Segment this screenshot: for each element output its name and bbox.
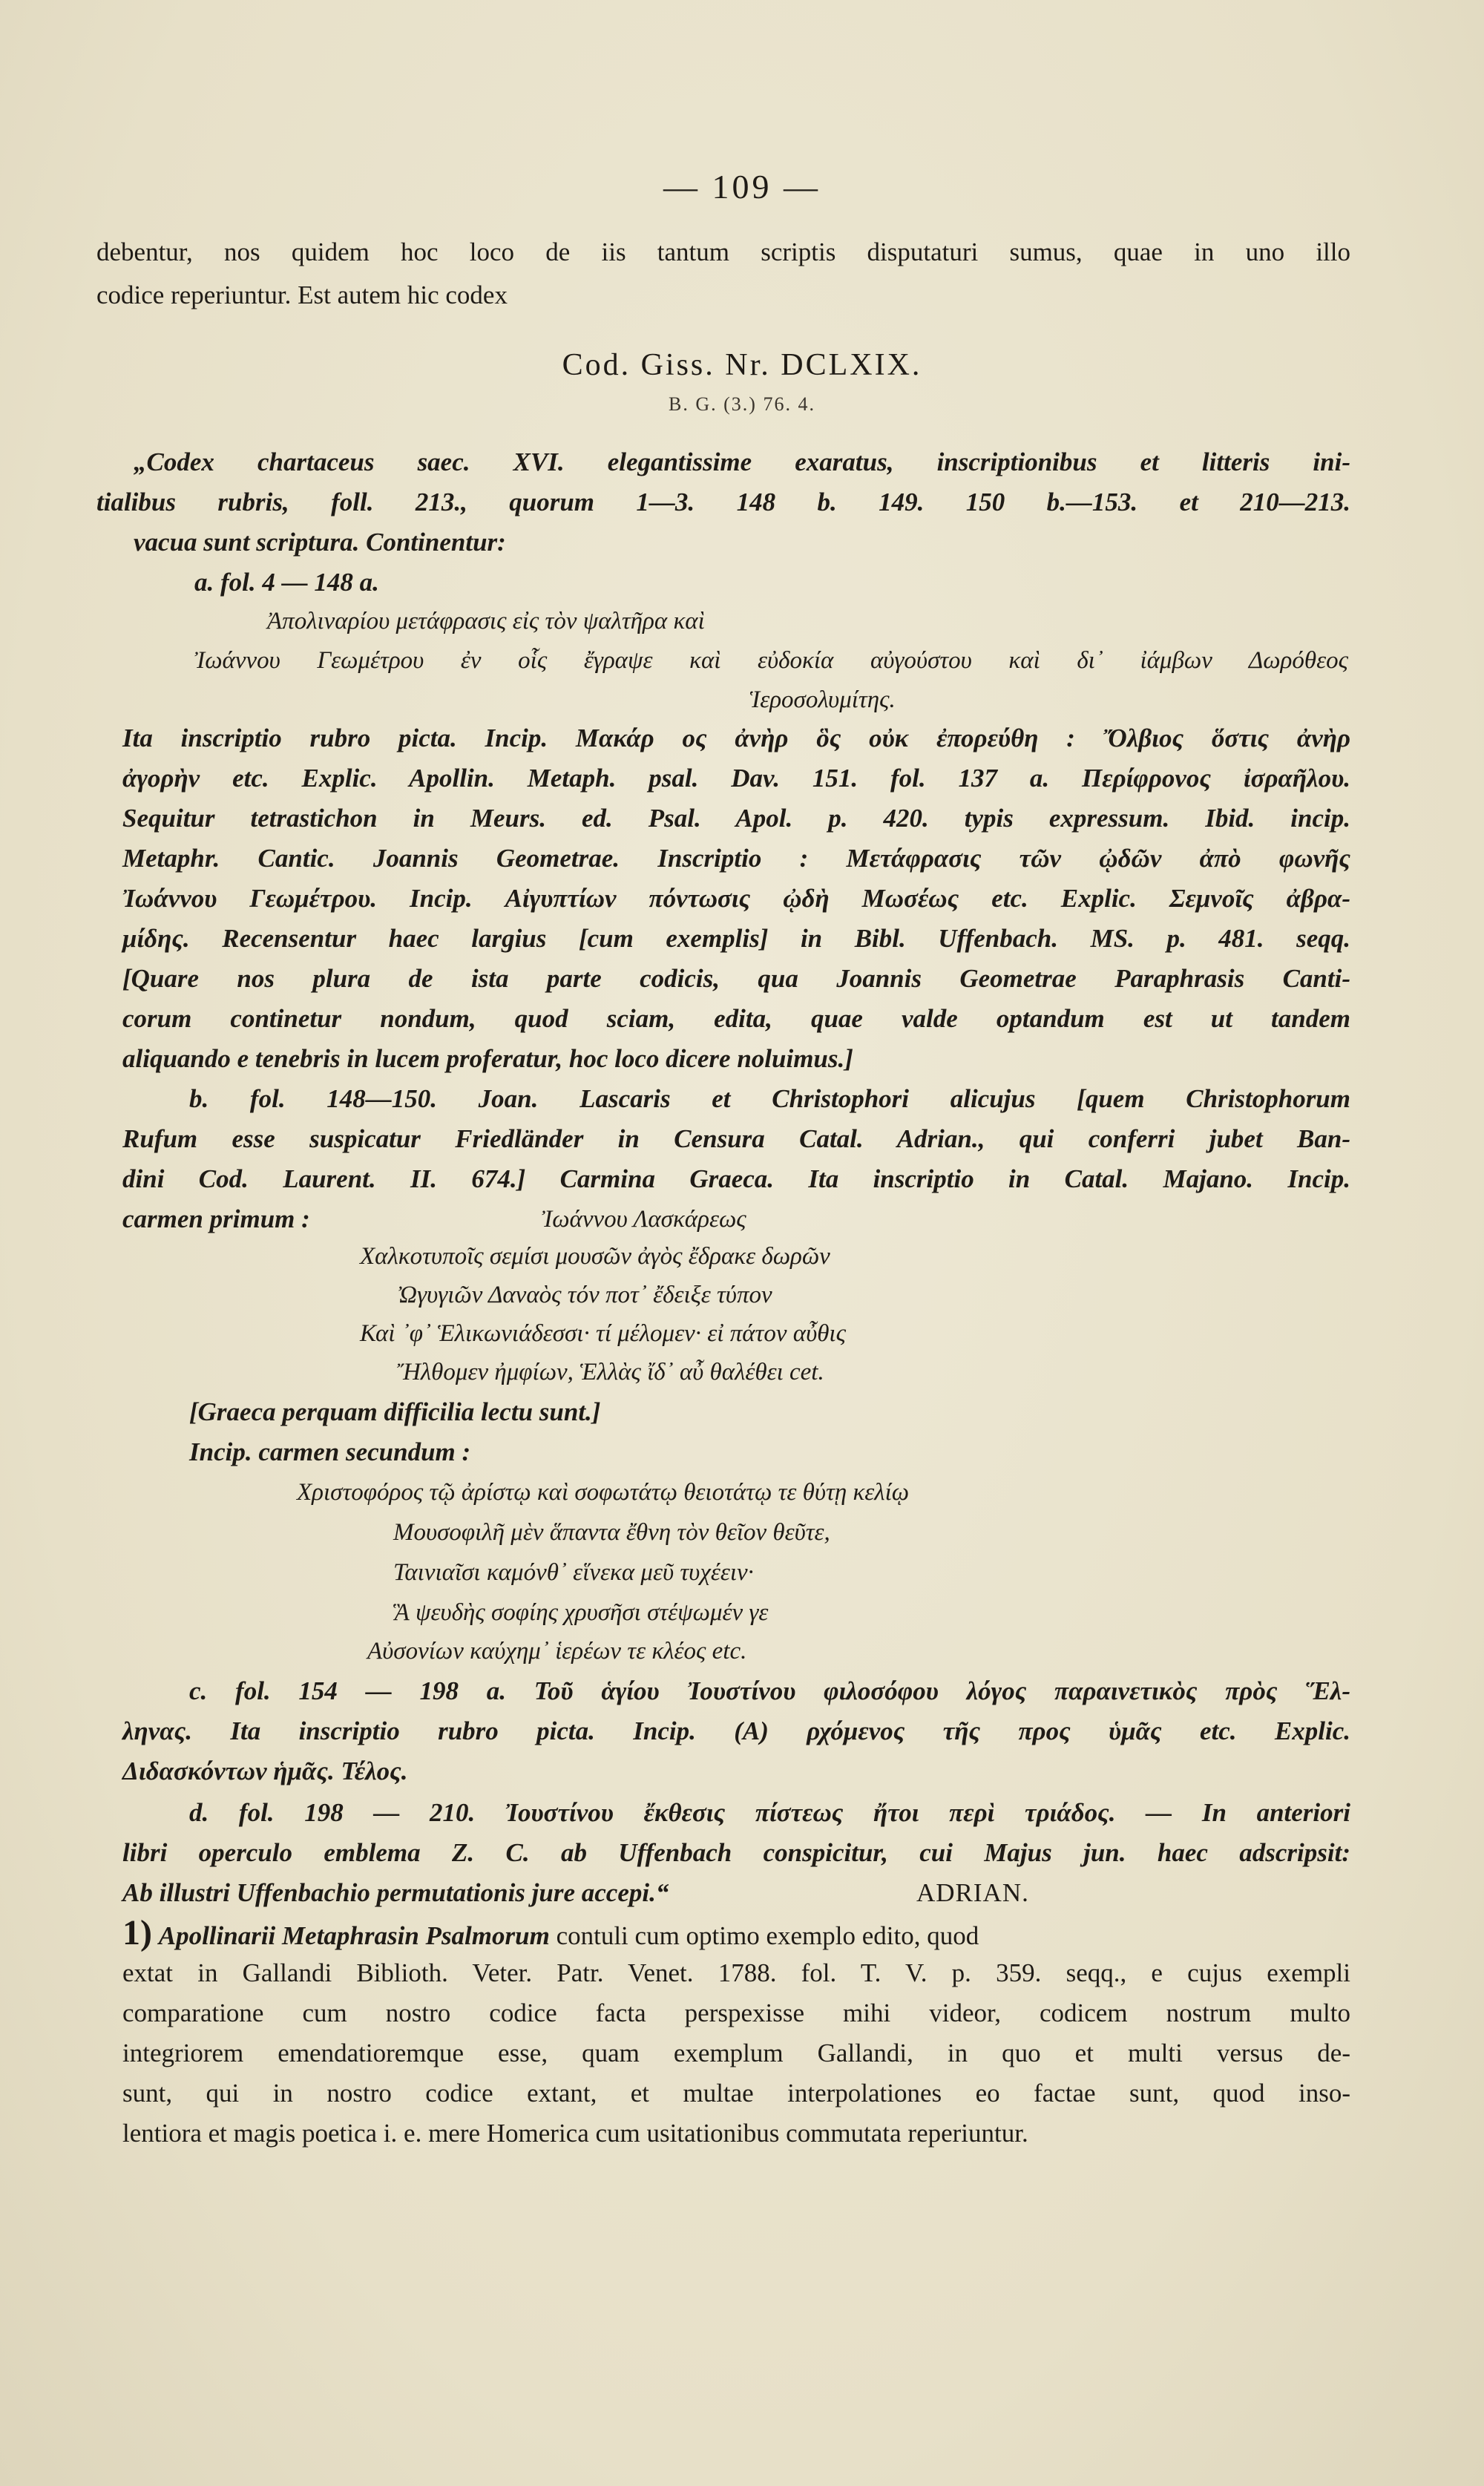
verse: Ἃ ψευδὴς σοφίης χρυσῆσι στέψωμέν γε — [393, 1599, 769, 1626]
intro-line: codice reperiuntur. Est autem hic codex — [96, 281, 508, 309]
footnote-text: contuli cum optimo exemplo edito, quod — [549, 1921, 979, 1950]
carmen2-label: Incip. carmen secundum : — [189, 1437, 471, 1466]
verse: Χριστοφόρος τῷ ἀρίστῳ καὶ σοφωτάτῳ θειοτάτῳ τε θύτῃ κελίῳ — [297, 1479, 910, 1506]
section-a-label: a. fol. 4 — 148 a. — [194, 568, 379, 597]
section-a-greek-title: Ἰωάννου Γεωμέτρου ἐν οἷς ἔγραψε καὶ εὐδοκία αὐγούστου καὶ δι᾽ ἰάμβων Δωρόθεος — [194, 647, 1348, 674]
section-b-body: b. fol. 148—150. Joan. Lascaris et Christophori alicujus [quem Christophorum — [189, 1084, 1350, 1113]
footnote-title: Apollinarii Metaphrasin Psalmorum — [158, 1921, 550, 1950]
verse: Καὶ ᾽φ᾽ Ἑλικωνιάδεσσι· τί μέλομεν· εἰ πάτον αὖθις — [360, 1320, 846, 1347]
codex-heading: Cod. Giss. Nr. DCLXIX. — [562, 348, 922, 382]
intro-line: debentur, nos quidem hoc loco de iis tantum scriptis disputaturi sumus, quae in uno illo — [96, 237, 1350, 266]
codex-signature: B. G. (3.) 76. 4. — [669, 393, 815, 415]
footnote-first-line — [122, 1915, 1350, 1955]
section-c-line: c. fol. 154 — 198 a. Τοῦ ἁγίου Ἰουστίνου φιλοσόφου λόγος παραινετικὸς πρὸς Ἕλ- — [189, 1676, 1350, 1705]
carmen-title: Ἰωάννου Λασκάρεως — [542, 1206, 746, 1233]
section-a-body: μίδης. Recensentur haec largius [cum exemplis] in Bibl. Uffenbach. MS. p. 481. seqq. — [122, 924, 1350, 953]
section-a-greek-title: Ἱεροσολυμίτης. — [749, 686, 896, 713]
section-a-body: Metaphr. Cantic. Joannis Geometrae. Inscriptio : Μετάφρασις τῶν ᾠδῶν ἀπὸ φωνῆς — [122, 844, 1350, 873]
section-d-line: d. fol. 198 — 210. Ἰουστίνου ἔκθεσις πίστεως ἤτοι περὶ τριάδος. — In anteriori — [189, 1798, 1350, 1827]
section-a-body: Ἰωάννου Γεωμέτρου. Incip. Αἰγυπτίων πόντωσις ᾠδὴ Μωσέως etc. Explic. Σεμνοῖς ἀβρα- — [122, 884, 1350, 913]
section-c-line: ληνας. Ita inscriptio rubro picta. Incip. (A) ρχόμενος τῆς προς ὑμᾶς etc. Explic. — [122, 1716, 1350, 1745]
verse: Αὐσονίων καύχημ᾽ ἱερέων τε κλέος etc. — [367, 1638, 747, 1665]
section-b-note: [Graeca perquam difficilia lectu sunt.] — [189, 1397, 601, 1426]
footnote-line: extat in Gallandi Biblioth. Veter. Patr. Venet. 1788. fol. T. V. p. 359. seqq., e cujus exempli — [122, 1958, 1350, 1987]
verse: Μουσοφιλῆ μὲν ἅπαντα ἔθνη τὸν θεῖον θεῦτε, — [393, 1519, 830, 1546]
section-a-body: corum continetur nondum, quod sciam, edita, quae valde optandum est ut tandem — [122, 1004, 1350, 1033]
carmen-label: carmen primum : — [122, 1204, 310, 1233]
description-line: „Codex chartaceus saec. XVI. elegantissime exaratus, inscriptionibus et litteris ini- — [134, 447, 1350, 476]
page-number: — 109 — — [663, 168, 821, 206]
footnote-line: integriorem emendatioremque esse, quam exemplum Gallandi, in quo et multi versus de- — [122, 2039, 1350, 2067]
footnote-marker: 1) — [122, 1913, 152, 1952]
section-d-line: libri operculo emblema Z. C. ab Uffenbach conspicitur, cui Majus jun. haec adscripsit: — [122, 1838, 1350, 1867]
section-d-line: Ab illustri Uffenbachio permutationis jure accepi.“ — [122, 1878, 669, 1907]
section-c-line: Διδασκόντων ἡμᾶς. Τέλος. — [122, 1757, 408, 1785]
signature: ADRIAN. — [916, 1878, 1029, 1907]
section-a-body: aliquando e tenebris in lucem proferatur, hoc loco dicere noluimus.] — [122, 1044, 853, 1073]
verse: Ἤλθομεν ἠμφίων, Ἑλλὰς ἴδ᾽ αὖ θαλέθει cet. — [397, 1359, 824, 1385]
section-b-body: dini Cod. Laurent. II. 674.] Carmina Graeca. Ita inscriptio in Catal. Majano. Incip. — [122, 1164, 1350, 1193]
description-line: vacua sunt scriptura. Continentur: — [134, 528, 506, 557]
section-a-body: Sequitur tetrastichon in Meurs. ed. Psal. Apol. p. 420. typis expressum. Ibid. incip. — [122, 804, 1350, 833]
verse: Ταινιαῖσι καμόνθ᾽ εἵνεκα μεῦ τυχέειν· — [393, 1559, 754, 1586]
description-line: tialibus rubris, foll. 213., quorum 1—3. 148 b. 149. 150 b.—153. et 210—213. — [96, 488, 1350, 516]
verse: Χαλκοτυποῖς σεμίσι μουσῶν ἀγὸς ἔδρακε δωρῶν — [360, 1243, 830, 1270]
footnote-line: lentiora et magis poetica i. e. mere Homerica cum usitationibus commutata reperiuntur. — [122, 2119, 1028, 2148]
footnote-line: sunt, qui in nostro codice extant, et multae interpolationes eo factae sunt, quod inso- — [122, 2079, 1350, 2108]
section-a-body: Ita inscriptio rubro picta. Incip. Μακάρ ος ἀνὴρ ὃς οὐκ ἐπορεύθη : Ὄλβιος ὅστις ἀνὴρ — [122, 724, 1350, 752]
section-a-greek-title: Ἀπολιναρίου μετάφρασις εἰς τὸν ψαλτῆρα καὶ — [267, 608, 705, 634]
section-a-body: [Quare nos plura de ista parte codicis, qua Joannis Geometrae Paraphrasis Canti- — [122, 964, 1350, 993]
section-b-body: Rufum esse suspicatur Friedländer in Censura Catal. Adrian., qui conferri jubet Ban- — [122, 1124, 1350, 1153]
section-a-body: ἀγορὴν etc. Explic. Apollin. Metaph. psal. Dav. 151. fol. 137 a. Περίφρονος ἰσραῆλου. — [122, 764, 1350, 793]
footnote-line: comparatione cum nostro codice facta perspexisse mihi videor, codicem nostrum multo — [122, 1998, 1350, 2027]
verse: Ὠγυγιῶν Δαναὸς τόν ποτ᾽ ἔδειξε τύπον — [397, 1282, 772, 1308]
